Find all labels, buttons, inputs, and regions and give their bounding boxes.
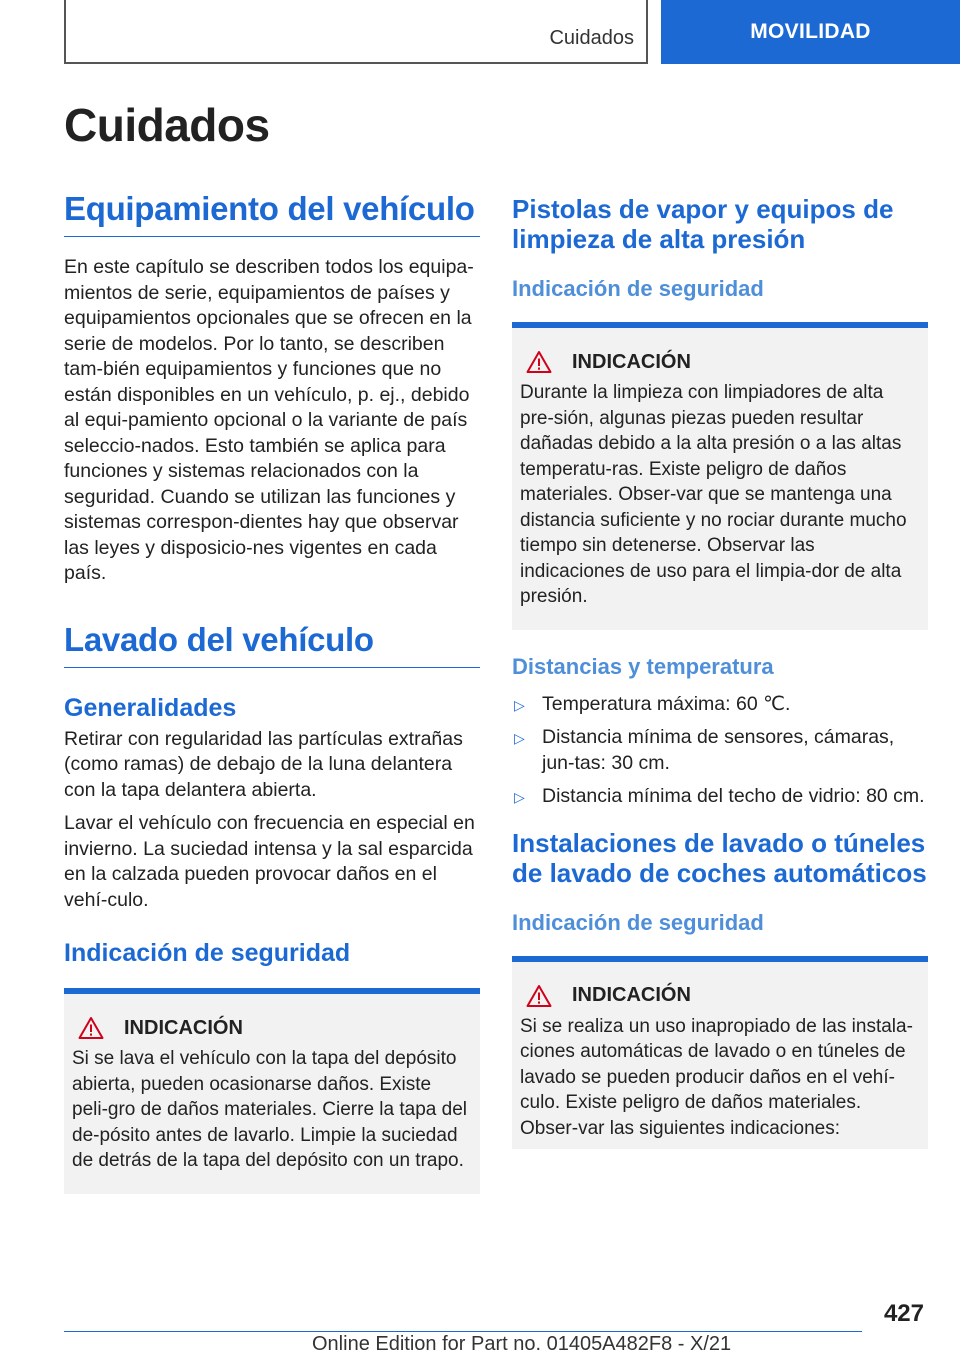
heading-indicacion-seguridad-2: Indicación de seguridad: [512, 909, 764, 935]
heading-pistolas-vapor: Pistolas de vapor y equipos de limpieza de alta presión: [512, 194, 894, 254]
notice-box-2: [512, 956, 928, 1150]
notice-text: Si se lava el vehículo con la tapa del depósito abierta, pueden ocasionarse daños. Existe peli-gro de daños materiales. Cierre la tapa del de-pósito antes de lavarlo. Limpie la suciedad de detrás de la tapa del depósito con un trapo.: [72, 1048, 467, 1171]
notice-box: [64, 988, 480, 1194]
bullet-list: [512, 692, 928, 810]
heading-equipamiento: Equipamiento del vehículo: [64, 190, 480, 237]
left-column: [64, 190, 480, 1194]
paragraph-generalidades-1: Retirar con regularidad las partículas extrañas (como ramas) de debajo de la luna delantera con la tapa delantera abierta.: [64, 727, 463, 801]
notice-box-1: [512, 322, 928, 630]
triangle-bullet-icon: ▷: [514, 730, 525, 746]
warning-triangle-icon: [526, 984, 552, 1008]
heading-indicacion-seguridad-1: Indicación de seguridad: [512, 276, 764, 301]
notice-header-1: [520, 350, 920, 374]
warning-triangle-icon: [78, 1016, 104, 1040]
heading-instalaciones-lavado: Instalaciones de lavado o túneles de lavado de coches automáticos: [512, 827, 927, 888]
warning-triangle-icon: [526, 350, 552, 374]
heading-indicacion-seguridad: Indicación de seguridad: [64, 939, 351, 967]
triangle-bullet-icon: ▷: [514, 789, 525, 805]
footer-divider: [64, 1331, 862, 1332]
notice-title-1: INDICACIÓN: [572, 350, 691, 373]
right-column: [512, 194, 928, 1149]
notice-title: INDICACIÓN: [124, 1016, 243, 1039]
header-section-title: Cuidados: [549, 27, 634, 49]
heading-distancias-temperatura: Distancias y temperatura: [512, 653, 774, 679]
notice-title-2: INDICACIÓN: [572, 984, 691, 1006]
notice-text-1: Durante la limpieza con limpiadores de alta pre-sión, algunas piezas pueden resultar dañadas debido a la alta presión o a las altas temperatu-ras. Existe peligro de daños materiales. Obser-var que se mantenga una distancia suficiente y no rociar durante mucho tiempo sin detenerse. Observar las indicaciones de uso para el limpia-dor de alta presión.: [520, 382, 907, 607]
notice-header-2: [520, 984, 920, 1008]
notice-header: [72, 1016, 472, 1040]
notice-text-2: Si se realiza un uso inapropiado de las instala-ciones automáticas de lavado o en túneles de lavado se pueden producir daños en el vehí-culo. Existe peligro de daños materiales. Obser-var las siguientes indicaciones:: [520, 1015, 913, 1139]
list-item: ▷ Temperatura máxima: 60 ℃.: [512, 692, 928, 718]
header-section-box: [64, 0, 648, 64]
triangle-bullet-icon: ▷: [514, 696, 525, 713]
heading-generalidades: Generalidades: [64, 693, 237, 722]
footer-edition: Online Edition for Part no. 01405A482F8 - X/21: [312, 1333, 732, 1355]
paragraph-generalidades-2: Lavar el vehículo con frecuencia en especial en invierno. La suciedad intensa y la sal esparcida en la calzada pueden provocar daños en el vehí-culo.: [64, 812, 475, 911]
page-title: Cuidados: [64, 99, 270, 151]
header-chapter-tab[interactable]: MOVILIDAD: [661, 0, 960, 64]
paragraph-equipamiento: En este capítulo se describen todos los equipa-mientos de serie, equipamientos de países y equipamientos opcionales que se ofrecen en la serie de modelos. Por lo tanto, se describen tam-bién equipamientos y funciones que no están disponibles en un vehículo, p. ej., debido al equi-pamiento opcional o la variante de país seleccio-nados. Esto también se aplica para funciones y sistemas relacionados con la seguridad. Cuando se utilizan las funciones y sistemas correspon-dientes hay que observar las leyes y disposicio-nes vigentes en cada país.: [64, 256, 474, 584]
page-number: 427: [883, 1300, 924, 1327]
heading-lavado: Lavado del vehículo: [64, 621, 480, 668]
list-item: ▷ Distancia mínima del techo de vidrio: 80 cm.: [512, 784, 928, 810]
list-item: ▷ Distancia mínima de sensores, cámaras, jun-tas: 30 cm.: [514, 726, 895, 774]
